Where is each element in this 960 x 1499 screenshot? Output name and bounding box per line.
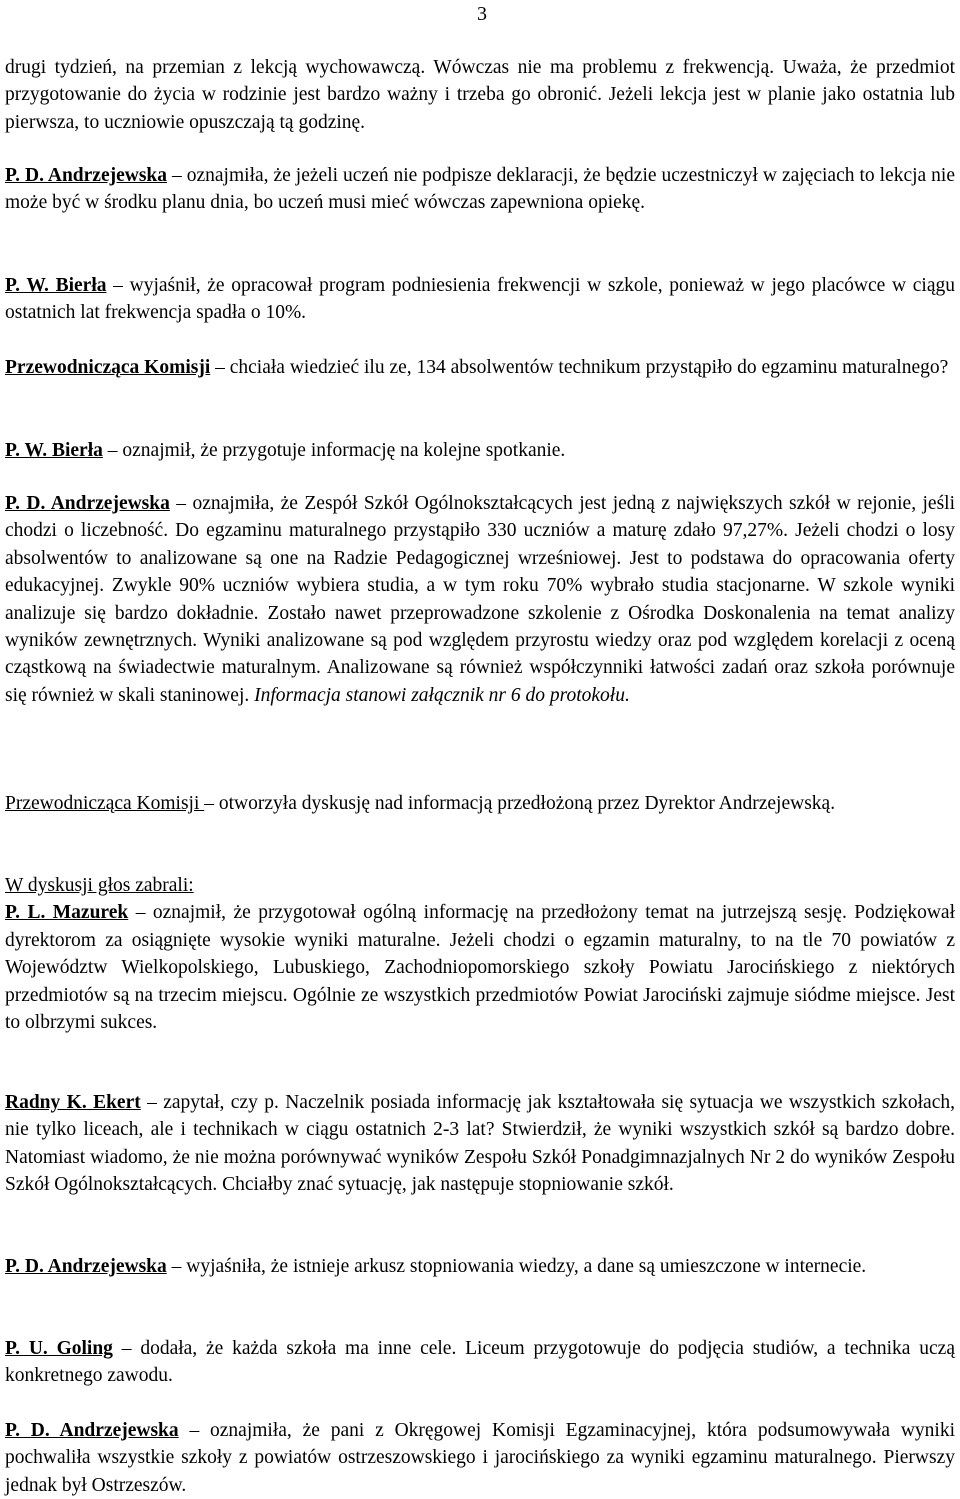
speaker-name: P. W. Bierła <box>5 275 107 296</box>
paragraph-chairwoman-2 <box>5 790 955 817</box>
paragraph-text: – chciała wiedzieć ilu ze, 134 absolwentów technikum przystąpiło do egzaminu maturalnego? <box>210 357 949 378</box>
paragraph-text: – zapytał, czy p. Naczelnik posiada informację jak kształtowała się sytuacja we wszystkich szkołach, nie tylko liceach, ale i technikach w ciągu ostatnich 2-3 lat? Stwierdził, że wyniki wszystkich szkół są bardzo dobre. Natomiast wiadomo, że nie można porównywać wyników Zespołu Szkół Ponadgimnazjalnych Nr 2 do wyników Zespołu Szkół Ogólnokształcących. Chciałby znać sytuację, jak następuje stopniowanie szkół. <box>5 1092 955 1196</box>
paragraph-discussion <box>5 872 955 1036</box>
paragraph-andrzejewska-3 <box>5 1253 955 1280</box>
paragraph-text: – otworzyła dyskusję nad informacją przedłożoną przez Dyrektor Andrzejewską. <box>204 793 836 814</box>
paragraph-text: – oznajmiła, że Zespół Szkół Ogólnokształcących jest jedną z największych szkół w rejonie, jeśli chodzi o liczebność. Do egzaminu maturalnego przystąpiło 330 uczniów a maturę zdało 97,27%. Jeżeli chodzi o losy absolwentów to analizowane są one na Radzie Pedagogicznej wrześniowej. Jest to podstawa do opracowania oferty edukacyjnej. Zwykle 90% uczniów wybiera studia, a w tym roku 70% wybrało studia stacjonarne. W szkole wyniki analizuje się bardzo dokładnie. Zostało nawet przeprowadzone szkolenie z Ośrodka Doskonalenia na temat analizy wyników zewnętrznych. Wyniki analizowane są pod względem przyrostu wiedzy oraz pod względem korelacji z oceną cząstkową na świadectwie maturalnym. Analizowane są również współczynniki łatwości zadań oraz szkoła porównuje się również w skali staninowej. <box>5 493 955 706</box>
paragraph-andrzejewska-2 <box>5 490 955 709</box>
paragraph-text: – oznajmił, że przygotuje informację na kolejne spotkanie. <box>102 440 566 461</box>
speaker-name: P. D. Andrzejewska <box>5 1420 179 1441</box>
speaker-name: P. W. Bierła <box>5 440 103 461</box>
attachment-note: Informacja stanowi załącznik nr 6 do protokołu. <box>254 684 630 706</box>
speaker-name: Przewodnicząca Komisji <box>5 793 205 814</box>
speaker-name: P. D. Andrzejewska <box>5 493 170 514</box>
paragraph-text: – dodała, że każda szkoła ma inne cele. Liceum przygotowuje do podjęcia studiów, a technika uczą konkretnego zawodu. <box>5 1338 955 1387</box>
paragraph-text: – oznajmiła, że jeżeli uczeń nie podpisze deklaracji, że będzie uczestniczył w zajęciach to lekcja nie może być w środku planu dnia, bo uczeń musi mieć wówczas zapewniona opiekę. <box>5 165 955 214</box>
paragraph-intro <box>5 54 955 136</box>
paragraph-bierla-2 <box>5 437 955 464</box>
speaker-name: P. D. Andrzejewska <box>5 1256 167 1277</box>
paragraph-bierla-1 <box>5 272 955 327</box>
paragraph-text: – wyjaśniła, że istnieje arkusz stopniowania wiedzy, a dane są umieszczone w internecie. <box>166 1256 867 1277</box>
paragraph-text: – wyjaśnił, że opracował program podniesienia frekwencji w szkole, ponieważ w jego placówce w ciągu ostatnich lat frekwencja spadła o 10%. <box>5 275 955 324</box>
paragraph-text: – oznajmił, że przygotował ogólną informację na przedłożony temat na jutrzejszą sesję. Podziękował dyrektorom za osiągnięte wysokie wyniki maturalne. Jeżeli chodzi o egzamin maturalny, to na tle 70 powiatów z Województw Wielkopolskiego, Lubuskiego, Zachodniopomorskiego szkoły Powiatu Jarocińskiego z niektórych przedmiotów są na trzecim miejscu. Ogólnie ze wszystkich przedmiotów Powiat Jarociński zajmuje siódme miejsce. Jest to olbrzymi sukces. <box>5 902 955 1034</box>
paragraph-andrzejewska-4 <box>5 1417 955 1499</box>
discussion-heading: W dyskusji głos zabrali: <box>5 875 194 896</box>
speaker-name: Przewodnicząca Komisji <box>5 357 211 378</box>
speaker-name: P. L. Mazurek <box>5 902 129 924</box>
speaker-name: P. U. Goling <box>5 1338 113 1359</box>
speaker-name: Radny K. Ekert <box>5 1092 141 1113</box>
paragraph-chairwoman-1 <box>5 354 955 381</box>
speaker-name: P. D. Andrzejewska <box>5 165 168 186</box>
paragraph-andrzejewska-1 <box>5 162 955 217</box>
page-number: 3 <box>477 3 487 25</box>
paragraph-ekert <box>5 1089 955 1199</box>
paragraph-text: drugi tydzień, na przemian z lekcją wychowawczą. Wówczas nie ma problemu z frekwencją. Uważa, że przedmiot przygotowanie do życia w rodzinie jest bardzo ważny i trzeba go obronić. Jeżeli lekcja jest w planie jako ostatnia lub pierwsza, to uczniowie opuszczają tą godzinę. <box>5 57 955 133</box>
paragraph-text: – oznajmiła, że pani z Okręgowej Komisji Egzaminacyjnej, która podsumowywała wyniki pochwaliła wszystkie szkoły z powiatów ostrzeszowskiego i jarocińskiego za wyniki egzaminu maturalnego. Pierwszy jednak był Ostrzeszów. <box>5 1420 955 1496</box>
paragraph-goling <box>5 1335 955 1390</box>
